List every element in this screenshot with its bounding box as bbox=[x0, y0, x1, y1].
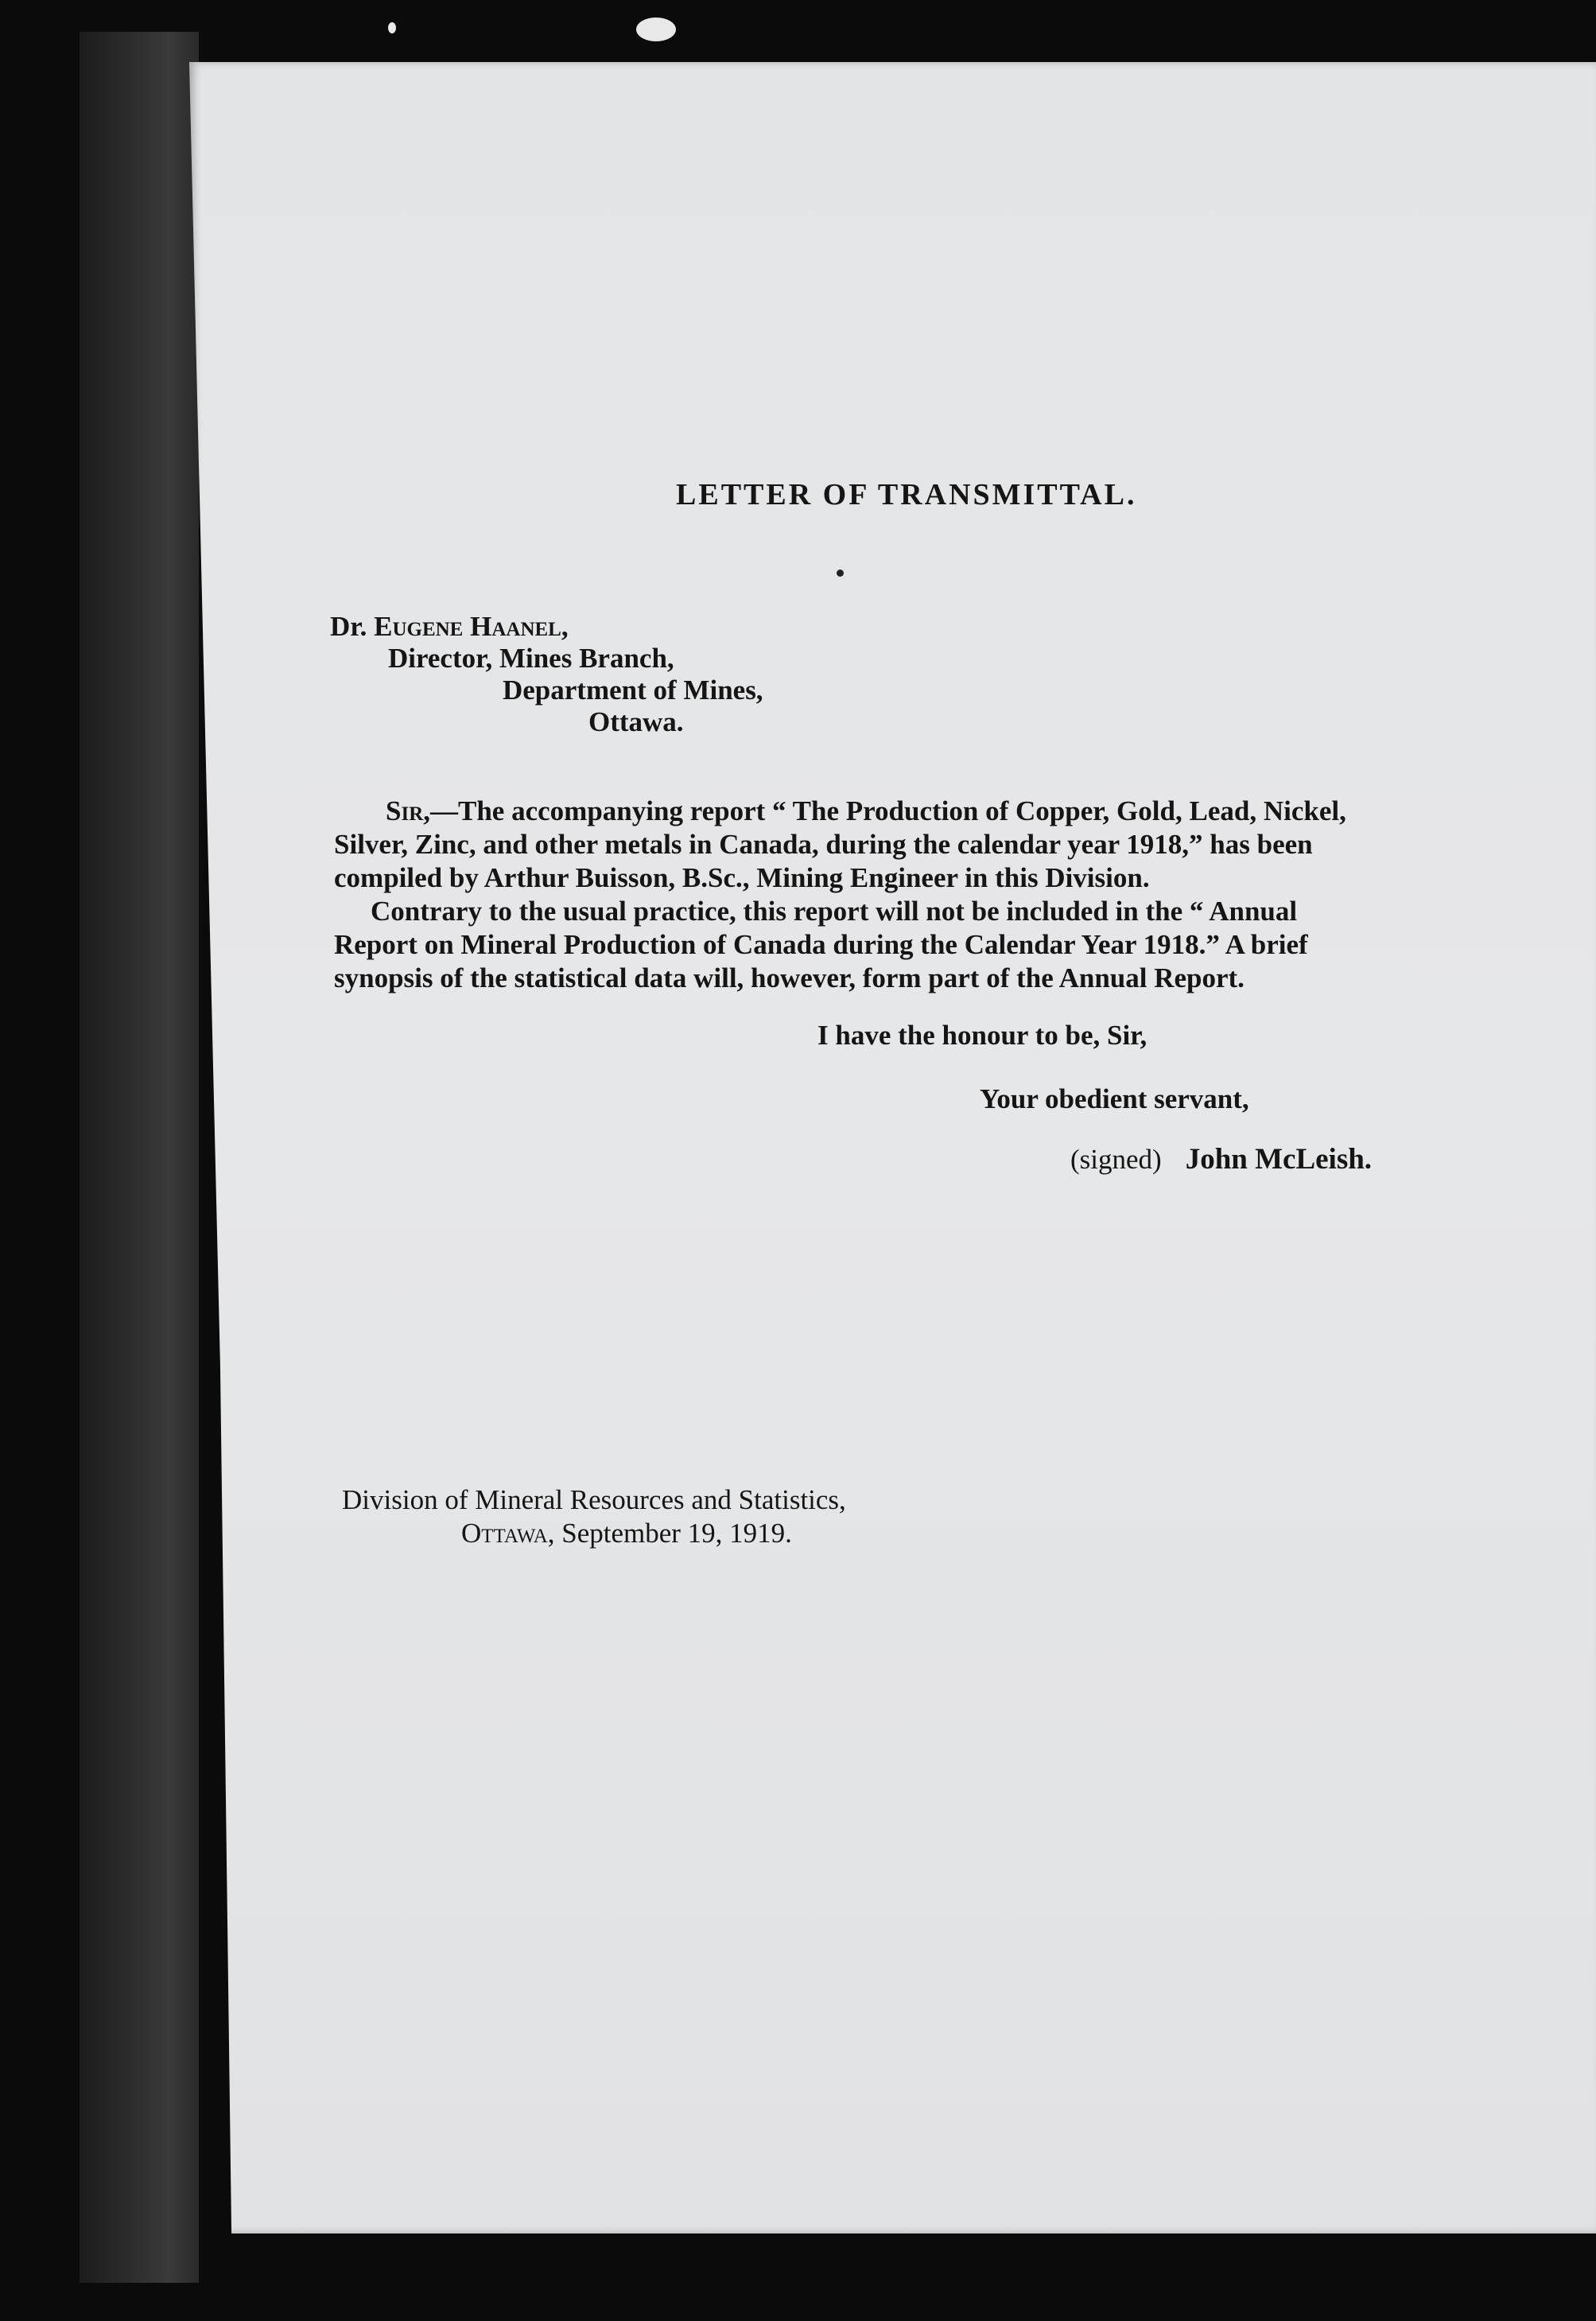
scan-speck bbox=[388, 22, 396, 33]
closing-line-2: Your obedient servant, bbox=[980, 1083, 1249, 1114]
recipient-prefix: Dr. bbox=[330, 611, 375, 642]
body-line-6: synopsis of the statistical data will, however, form part of the Annual Report. bbox=[334, 962, 1245, 993]
signed-label: (signed) bbox=[1070, 1144, 1162, 1175]
letter-page bbox=[189, 62, 1596, 2234]
recipient-line-2: Director, Mines Branch, bbox=[388, 643, 674, 674]
signer-name: John McLeish. bbox=[1185, 1143, 1373, 1176]
body-line-5: Report on Mineral Production of Canada during the Calendar Year 1918.” A brief bbox=[334, 929, 1308, 960]
scan-speck bbox=[636, 17, 676, 41]
page-title: LETTER OF TRANSMITTAL. bbox=[676, 478, 1137, 511]
recipient-name-text: Eugene Haanel, bbox=[374, 611, 569, 642]
footer-date: September 19, 1919. bbox=[554, 1518, 792, 1549]
body-line-1-text: —The accompanying report “ The Production of Copper, Gold, Lead, Nickel, bbox=[430, 795, 1346, 826]
footer-place: Ottawa, bbox=[461, 1518, 555, 1549]
salutation: Sir, bbox=[386, 795, 430, 826]
footer-line-1: Division of Mineral Resources and Statistics, bbox=[342, 1484, 846, 1515]
closing-line-1: I have the honour to be, Sir, bbox=[817, 1020, 1147, 1051]
body-line-4: Contrary to the usual practice, this report will not be included in the “ Annual bbox=[371, 896, 1298, 927]
scan-speck bbox=[837, 570, 844, 577]
footer-line-2 bbox=[461, 1518, 792, 1549]
body-line-1 bbox=[386, 795, 1346, 827]
recipient-line-3: Department of Mines, bbox=[503, 675, 763, 706]
binding-strip bbox=[80, 32, 199, 2283]
recipient-name bbox=[330, 611, 569, 643]
recipient-line-4: Ottawa. bbox=[588, 706, 684, 737]
body-line-3: compiled by Arthur Buisson, B.Sc., Mining Engineer in this Division. bbox=[334, 862, 1150, 893]
body-line-2: Silver, Zinc, and other metals in Canada, during the calendar year 1918,” has been bbox=[334, 829, 1313, 860]
signature bbox=[1070, 1142, 1372, 1176]
